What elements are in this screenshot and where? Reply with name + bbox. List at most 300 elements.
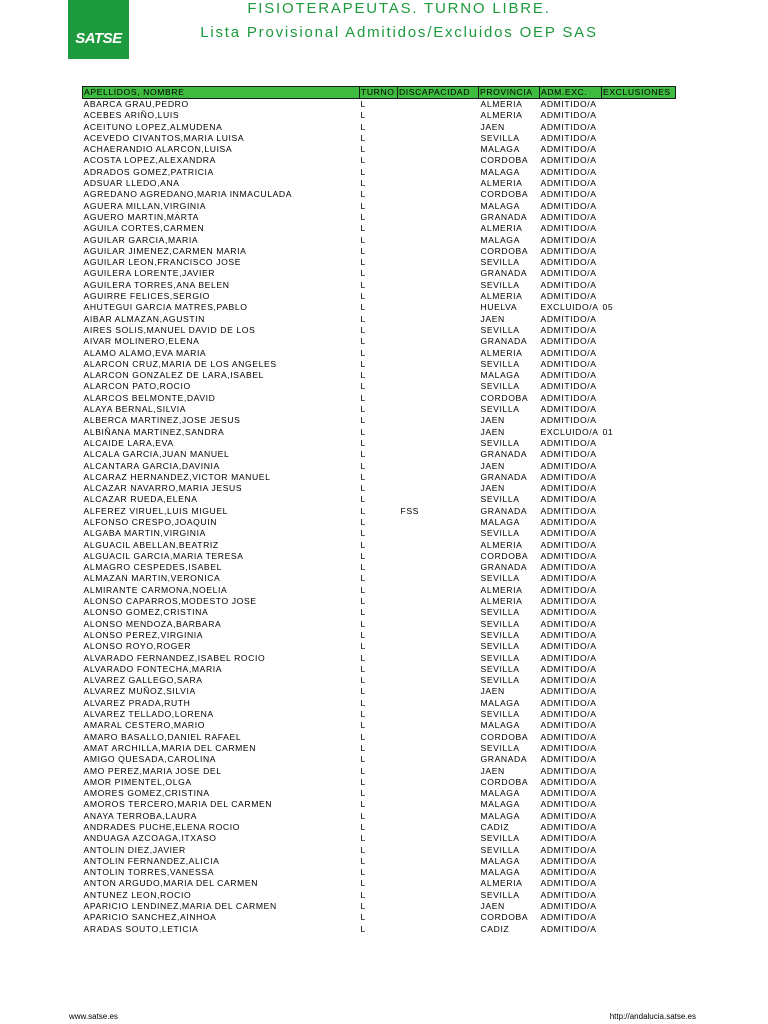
- cell-adm-exc: ADMITIDO/A: [540, 867, 597, 878]
- cell-adm-exc: ADMITIDO/A: [540, 742, 597, 753]
- cell-turno: L: [360, 686, 366, 697]
- cell-exclusiones: [602, 415, 676, 426]
- cell-adm-exc: ADMITIDO/A: [540, 437, 597, 448]
- cell-name: ADSUAR LLEDO,ANA: [83, 178, 180, 189]
- cell-turno: L: [360, 302, 366, 313]
- cell-adm-exc: ADMITIDO/A: [540, 144, 597, 155]
- cell-provincia: SEVILLA: [480, 629, 520, 640]
- cell-name: ALONSO GOMEZ,CRISTINA: [83, 607, 209, 618]
- cell-discapacidad: [398, 845, 479, 856]
- column-header-name: APELLIDOS, NOMBRE: [83, 87, 360, 99]
- cell-turno: L: [360, 358, 366, 369]
- cell-discapacidad: [398, 686, 479, 697]
- cell-discapacidad: [398, 427, 479, 438]
- table-row: [83, 653, 676, 664]
- cell-discapacidad: [398, 336, 479, 347]
- column-header-adm-exc: ADM.EXC.: [540, 87, 602, 99]
- table-row: [83, 562, 676, 573]
- cell-discapacidad: [398, 720, 479, 731]
- cell-exclusiones: [602, 314, 676, 325]
- table-row: [83, 438, 676, 449]
- cell-name: AGUILERA TORRES,ANA BELEN: [83, 279, 230, 290]
- cell-discapacidad: [398, 393, 479, 404]
- cell-turno: L: [360, 878, 366, 889]
- cell-provincia: GRANADA: [480, 754, 528, 765]
- cell-discapacidad: [398, 619, 479, 630]
- cell-name: ANDUAGA AZCOAGA,ITXASO: [83, 833, 217, 844]
- cell-discapacidad: [398, 664, 479, 675]
- cell-provincia: SEVILLA: [480, 257, 520, 268]
- cell-adm-exc: ADMITIDO/A: [540, 629, 597, 640]
- cell-exclusiones: [602, 201, 676, 212]
- table-row: [83, 799, 676, 810]
- cell-exclusiones: [602, 811, 676, 822]
- cell-name: AHUTEGUI GARCIA MATRES,PABLO: [83, 302, 248, 313]
- cell-name: ACHAERANDIO ALARCON,LUISA: [83, 144, 233, 155]
- cell-name: ALAYA BERNAL,SILVIA: [83, 404, 187, 415]
- table-body: [83, 99, 676, 935]
- cell-provincia: SEVILLA: [480, 381, 520, 392]
- cell-exclusiones: [602, 878, 676, 889]
- footer-website-link[interactable]: www.satse.es: [69, 1012, 118, 1021]
- cell-turno: L: [360, 596, 366, 607]
- cell-turno: L: [360, 132, 366, 143]
- cell-adm-exc: ADMITIDO/A: [540, 528, 597, 539]
- cell-turno: L: [360, 765, 366, 776]
- cell-provincia: CADIZ: [480, 822, 510, 832]
- cell-turno: L: [360, 754, 366, 765]
- footer-regional-link[interactable]: http://andalucia.satse.es: [609, 1012, 696, 1021]
- cell-discapacidad: [398, 912, 479, 923]
- cell-discapacidad: [398, 641, 479, 652]
- cell-provincia: MALAGA: [480, 200, 520, 211]
- cell-name: ALBERCA MARTINEZ,JOSE JESUS: [83, 415, 241, 426]
- cell-provincia: SEVILLA: [480, 404, 520, 415]
- cell-name: AIVAR MOLINERO,ELENA: [83, 336, 200, 347]
- cell-name: ANTOLIN DIEZ,JAVIER: [83, 844, 186, 855]
- cell-exclusiones: 01: [602, 426, 614, 437]
- cell-discapacidad: [398, 99, 479, 111]
- table-row: [83, 845, 676, 856]
- table-row: [83, 585, 676, 596]
- cell-discapacidad: [398, 630, 479, 641]
- page-subtitle: Lista Provisional Admitidos/Excluidos OEP SAS: [200, 24, 598, 41]
- cell-adm-exc: ADMITIDO/A: [540, 347, 597, 358]
- cell-discapacidad: [398, 585, 479, 596]
- cell-adm-exc: ADMITIDO/A: [540, 709, 597, 720]
- cell-exclusiones: [602, 122, 676, 133]
- cell-adm-exc: ADMITIDO/A: [540, 844, 597, 855]
- cell-name: ALONSO ROYO,ROGER: [83, 641, 192, 652]
- table-row: [83, 878, 676, 889]
- cell-turno: L: [360, 889, 366, 900]
- cell-adm-exc: ADMITIDO/A: [540, 370, 597, 381]
- cell-adm-exc: ADMITIDO/A: [540, 505, 597, 516]
- cell-name: ALCAZAR RUEDA,ELENA: [83, 494, 198, 505]
- cell-discapacidad: [398, 517, 479, 528]
- cell-discapacidad: [398, 359, 479, 370]
- cell-adm-exc: ADMITIDO/A: [540, 279, 597, 290]
- cell-provincia: CADIZ: [480, 923, 510, 934]
- cell-name: ALAMO ALAMO,EVA MARIA: [83, 347, 207, 358]
- cell-adm-exc: ADMITIDO/A: [540, 550, 597, 561]
- cell-name: AIRES SOLIS,MANUEL DAVID DE LOS: [83, 324, 256, 335]
- cell-discapacidad: [398, 562, 479, 573]
- cell-turno: L: [360, 471, 366, 482]
- cell-provincia: JAEN: [480, 415, 505, 426]
- cell-exclusiones: [602, 506, 676, 517]
- table-row: [83, 743, 676, 754]
- cell-adm-exc: ADMITIDO/A: [540, 539, 597, 550]
- cell-exclusiones: [602, 99, 676, 111]
- cell-discapacidad: [398, 144, 479, 155]
- cell-adm-exc: ADMITIDO/A: [540, 878, 597, 889]
- cell-provincia: SEVILLA: [480, 528, 520, 539]
- cell-provincia: MALAGA: [480, 234, 520, 245]
- table-row: [83, 754, 676, 765]
- cell-provincia: GRANADA: [480, 562, 528, 573]
- cell-discapacidad: [398, 833, 479, 844]
- cell-turno: L: [360, 709, 366, 720]
- cell-provincia: CORDOBA: [480, 189, 529, 200]
- cell-discapacidad: [398, 314, 479, 325]
- cell-adm-exc: ADMITIDO/A: [540, 833, 597, 844]
- cell-turno: L: [360, 742, 366, 753]
- cell-provincia: CORDOBA: [480, 550, 529, 561]
- cell-turno: L: [360, 562, 366, 573]
- table-row: [83, 167, 676, 178]
- cell-adm-exc: ADMITIDO/A: [540, 460, 597, 471]
- cell-provincia: CORDOBA: [480, 731, 529, 742]
- cell-provincia: SEVILLA: [480, 607, 520, 618]
- cell-exclusiones: [602, 912, 676, 923]
- cell-discapacidad: [398, 732, 479, 743]
- cell-provincia: ALMERIA: [480, 291, 523, 302]
- cell-exclusiones: [602, 596, 676, 607]
- table-row: [83, 257, 676, 268]
- table-row: [83, 370, 676, 381]
- cell-discapacidad: [398, 777, 479, 788]
- cell-provincia: GRANADA: [480, 505, 528, 516]
- cell-turno: L: [360, 516, 366, 527]
- cell-provincia: SEVILLA: [480, 663, 520, 674]
- table-row: [83, 415, 676, 426]
- cell-adm-exc: ADMITIDO/A: [540, 584, 597, 595]
- cell-discapacidad: [398, 415, 479, 426]
- cell-adm-exc: ADMITIDO/A: [540, 268, 597, 279]
- table-row: [83, 766, 676, 777]
- cell-adm-exc: EXCLUIDO/A: [540, 426, 599, 437]
- table-row: [83, 890, 676, 901]
- cell-exclusiones: [602, 325, 676, 336]
- cell-turno: L: [360, 912, 366, 923]
- cell-exclusiones: [602, 483, 676, 494]
- cell-name: ANTOLIN TORRES,VANESSA: [83, 867, 215, 878]
- cell-discapacidad: [398, 122, 479, 133]
- cell-exclusiones: [602, 664, 676, 675]
- cell-exclusiones: [602, 653, 676, 664]
- cell-turno: L: [360, 166, 366, 177]
- cell-exclusiones: [602, 890, 676, 901]
- cell-provincia: JAEN: [480, 313, 505, 324]
- cell-adm-exc: ADMITIDO/A: [540, 516, 597, 527]
- cell-exclusiones: [602, 540, 676, 551]
- cell-turno: L: [360, 697, 366, 708]
- cell-discapacidad: [398, 438, 479, 449]
- cell-name: ANAYA TERROBA,LAURA: [83, 810, 198, 821]
- cell-turno: L: [360, 539, 366, 550]
- cell-name: ALVARADO FONTECHA,MARIA: [83, 663, 223, 674]
- cell-adm-exc: ADMITIDO/A: [540, 788, 597, 799]
- cell-discapacidad: [398, 110, 479, 121]
- table-row: [83, 698, 676, 709]
- cell-exclusiones: [602, 155, 676, 166]
- table-row: [83, 155, 676, 166]
- cell-turno: L: [360, 313, 366, 324]
- cell-exclusiones: [602, 641, 676, 652]
- cell-name: AMARO BASALLO,DANIEL RAFAEL: [83, 731, 242, 742]
- cell-adm-exc: ADMITIDO/A: [540, 912, 597, 923]
- cell-provincia: MALAGA: [480, 144, 520, 155]
- cell-turno: L: [360, 449, 366, 460]
- table-row: [83, 528, 676, 539]
- cell-exclusiones: [602, 822, 676, 833]
- table-row: [83, 540, 676, 551]
- cell-provincia: MALAGA: [480, 855, 520, 866]
- cell-exclusiones: [602, 235, 676, 246]
- cell-provincia: ALMERIA: [480, 223, 523, 234]
- cell-exclusiones: [602, 393, 676, 404]
- cell-turno: L: [360, 720, 366, 731]
- cell-provincia: ALMERIA: [480, 584, 523, 595]
- cell-discapacidad: [398, 528, 479, 539]
- table-row: [83, 607, 676, 618]
- cell-turno: L: [360, 833, 366, 844]
- cell-name: ALMAZAN MARTIN,VERONICA: [83, 573, 221, 584]
- cell-provincia: CORDOBA: [480, 912, 529, 923]
- cell-exclusiones: [602, 720, 676, 731]
- cell-exclusiones: [602, 856, 676, 867]
- cell-provincia: ALMERIA: [480, 347, 523, 358]
- cell-turno: L: [360, 901, 366, 912]
- cell-exclusiones: [602, 698, 676, 709]
- cell-discapacidad: [398, 178, 479, 189]
- cell-name: APARICIO LENDINEZ,MARIA DEL CARMEN: [83, 901, 277, 912]
- cell-adm-exc: ADMITIDO/A: [540, 358, 597, 369]
- admitted-excluded-table: [82, 86, 676, 935]
- cell-name: ALMIRANTE CARMONA,NOELIA: [83, 584, 228, 595]
- cell-exclusiones: [602, 551, 676, 562]
- cell-adm-exc: ADMITIDO/A: [540, 211, 597, 222]
- table-row: [83, 246, 676, 257]
- table-row: [83, 280, 676, 291]
- cell-provincia: ALMERIA: [480, 99, 523, 109]
- cell-adm-exc: ADMITIDO/A: [540, 483, 597, 494]
- cell-exclusiones: [602, 472, 676, 483]
- cell-exclusiones: [602, 788, 676, 799]
- cell-exclusiones: [602, 178, 676, 189]
- cell-name: AGUILERA LORENTE,JAVIER: [83, 268, 216, 279]
- cell-turno: L: [360, 392, 366, 403]
- cell-exclusiones: [602, 144, 676, 155]
- cell-name: ALVAREZ GALLEGO,SARA: [83, 675, 203, 686]
- cell-name: ABARCA GRAU,PEDRO: [83, 99, 189, 109]
- column-header-exclusiones: EXCLUSIONES: [602, 87, 676, 99]
- cell-turno: L: [360, 178, 366, 189]
- cell-discapacidad: [398, 901, 479, 912]
- cell-turno: L: [360, 370, 366, 381]
- cell-provincia: SEVILLA: [480, 279, 520, 290]
- cell-discapacidad: [398, 811, 479, 822]
- cell-discapacidad: [398, 856, 479, 867]
- table-row: [83, 709, 676, 720]
- cell-adm-exc: ADMITIDO/A: [540, 810, 597, 821]
- cell-provincia: MALAGA: [480, 370, 520, 381]
- cell-provincia: SEVILLA: [480, 844, 520, 855]
- cell-exclusiones: [602, 246, 676, 257]
- cell-turno: L: [360, 110, 366, 121]
- cell-adm-exc: ADMITIDO/A: [540, 155, 597, 166]
- cell-provincia: HUELVA: [480, 302, 518, 313]
- table-row: [83, 359, 676, 370]
- table-row: [83, 732, 676, 743]
- cell-name: AGUERA MILLAN,VIRGINIA: [83, 200, 207, 211]
- cell-name: AGUILAR JIMENEZ,CARMEN MARIA: [83, 245, 247, 256]
- cell-turno: L: [360, 404, 366, 415]
- cell-provincia: SEVILLA: [480, 132, 520, 143]
- cell-name: ANDRADES PUCHE,ELENA ROCIO: [83, 822, 240, 832]
- cell-provincia: MALAGA: [480, 166, 520, 177]
- cell-provincia: SEVILLA: [480, 675, 520, 686]
- cell-exclusiones: 05: [602, 302, 614, 313]
- cell-name: APARICIO SANCHEZ,AINHOA: [83, 912, 217, 923]
- cell-turno: L: [360, 426, 366, 437]
- cell-adm-exc: ADMITIDO/A: [540, 652, 597, 663]
- cell-provincia: SEVILLA: [480, 889, 520, 900]
- table-row: [83, 822, 676, 833]
- cell-provincia: GRANADA: [480, 268, 528, 279]
- table-header-row: [83, 87, 676, 99]
- cell-discapacidad: [398, 291, 479, 302]
- cell-adm-exc: ADMITIDO/A: [540, 889, 597, 900]
- cell-name: ACEITUNO LOPEZ,ALMUDENA: [83, 121, 223, 132]
- cell-turno: L: [360, 437, 366, 448]
- cell-turno: L: [360, 629, 366, 640]
- table-row: [83, 573, 676, 584]
- cell-provincia: GRANADA: [480, 449, 528, 460]
- cell-name: ALONSO PEREZ,VIRGINIA: [83, 629, 204, 640]
- page-title: FISIOTERAPEUTAS. TURNO LIBRE.: [247, 0, 551, 17]
- cell-discapacidad: [398, 766, 479, 777]
- cell-provincia: MALAGA: [480, 697, 520, 708]
- cell-exclusiones: [602, 359, 676, 370]
- cell-discapacidad: [398, 788, 479, 799]
- cell-provincia: JAEN: [480, 483, 505, 494]
- cell-discapacidad: [398, 754, 479, 765]
- cell-exclusiones: [602, 461, 676, 472]
- cell-turno: L: [360, 855, 366, 866]
- cell-provincia: SEVILLA: [480, 324, 520, 335]
- cell-exclusiones: [602, 732, 676, 743]
- cell-adm-exc: ADMITIDO/A: [540, 223, 597, 234]
- cell-name: ALCAZAR NAVARRO,MARIA JESUS: [83, 483, 243, 494]
- column-header-provincia: PROVINCIA: [479, 87, 540, 99]
- cell-exclusiones: [602, 291, 676, 302]
- cell-adm-exc: ADMITIDO/A: [540, 121, 597, 132]
- cell-turno: L: [360, 223, 366, 234]
- cell-exclusiones: [602, 766, 676, 777]
- table-row: [83, 393, 676, 404]
- cell-exclusiones: [602, 133, 676, 144]
- cell-discapacidad: [398, 235, 479, 246]
- table-row: [83, 641, 676, 652]
- column-header-turno: TURNO: [360, 87, 398, 99]
- cell-provincia: SEVILLA: [480, 437, 520, 448]
- cell-adm-exc: ADMITIDO/A: [540, 234, 597, 245]
- cell-exclusiones: [602, 867, 676, 878]
- table-row: [83, 223, 676, 234]
- table-row: [83, 630, 676, 641]
- cell-discapacidad: [398, 483, 479, 494]
- table-row: [83, 517, 676, 528]
- cell-adm-exc: ADMITIDO/A: [540, 607, 597, 618]
- cell-exclusiones: [602, 348, 676, 359]
- cell-discapacidad: [398, 596, 479, 607]
- cell-name: AMO PEREZ,MARIA JOSE DEL: [83, 765, 222, 776]
- cell-discapacidad: [398, 280, 479, 291]
- cell-provincia: SEVILLA: [480, 494, 520, 505]
- cell-adm-exc: ADMITIDO/A: [540, 291, 597, 302]
- cell-adm-exc: ADMITIDO/A: [540, 855, 597, 866]
- cell-discapacidad: [398, 540, 479, 551]
- cell-turno: L: [360, 245, 366, 256]
- cell-name: ALARCON CRUZ,MARIA DE LOS ANGELES: [83, 358, 277, 369]
- cell-provincia: ALMERIA: [480, 110, 523, 121]
- cell-turno: L: [360, 211, 366, 222]
- table-row: [83, 506, 676, 517]
- cell-discapacidad: [398, 257, 479, 268]
- cell-adm-exc: ADMITIDO/A: [540, 720, 597, 731]
- cell-turno: L: [360, 381, 366, 392]
- cell-adm-exc: ADMITIDO/A: [540, 392, 597, 403]
- cell-exclusiones: [602, 754, 676, 765]
- cell-name: ALGUACIL GARCIA,MARIA TERESA: [83, 550, 244, 561]
- cell-exclusiones: [602, 562, 676, 573]
- cell-provincia: ALMERIA: [480, 539, 523, 550]
- cell-name: ALARCOS BELMONTE,DAVID: [83, 392, 216, 403]
- cell-exclusiones: [602, 619, 676, 630]
- cell-name: AMORES GOMEZ,CRISTINA: [83, 788, 210, 799]
- cell-adm-exc: ADMITIDO/A: [540, 675, 597, 686]
- cell-turno: L: [360, 607, 366, 618]
- cell-name: ALVARADO FERNANDEZ,ISABEL ROCIO: [83, 652, 266, 663]
- cell-provincia: GRANADA: [480, 336, 528, 347]
- cell-provincia: JAEN: [480, 686, 505, 697]
- cell-discapacidad: FSS: [400, 505, 420, 516]
- cell-adm-exc: ADMITIDO/A: [540, 471, 597, 482]
- table-row: [83, 427, 676, 438]
- cell-adm-exc: ADMITIDO/A: [540, 99, 597, 109]
- cell-discapacidad: [398, 167, 479, 178]
- cell-adm-exc: ADMITIDO/A: [540, 200, 597, 211]
- cell-exclusiones: [602, 743, 676, 754]
- cell-provincia: MALAGA: [480, 720, 520, 731]
- cell-exclusiones: [602, 675, 676, 686]
- cell-name: ANTON ARGUDO,MARIA DEL CARMEN: [83, 878, 258, 889]
- cell-exclusiones: [602, 370, 676, 381]
- cell-discapacidad: [398, 155, 479, 166]
- table-row: [83, 494, 676, 505]
